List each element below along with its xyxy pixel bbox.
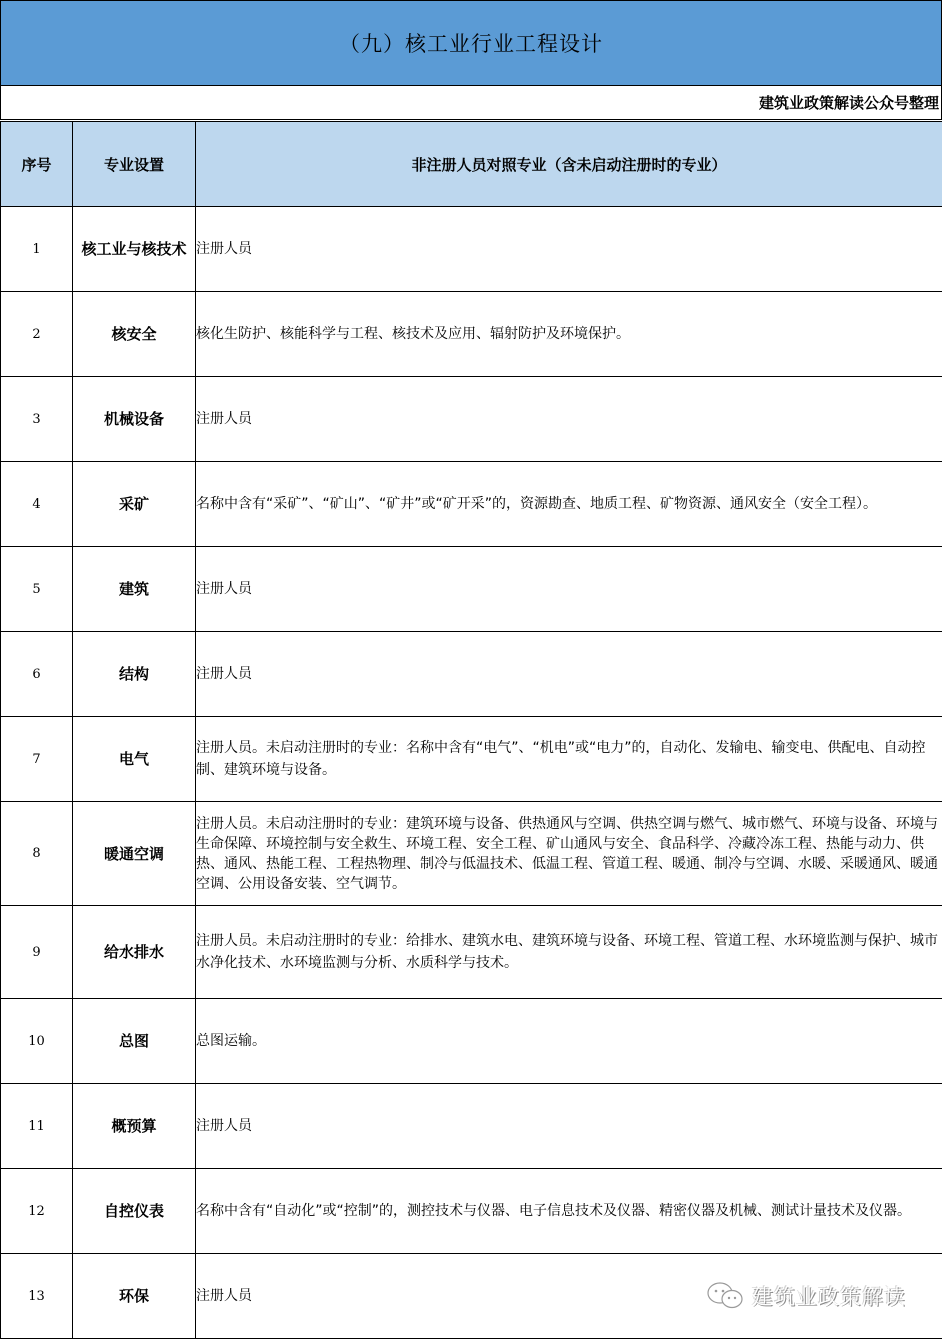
table-row xyxy=(1,632,942,717)
row-specialty: 环保 xyxy=(73,1254,196,1339)
row-desc: 注册人员 xyxy=(196,207,942,292)
row-no: 5 xyxy=(1,547,73,632)
row-desc: 核化生防护、核能科学与工程、核技术及应用、辐射防护及环境保护。 xyxy=(196,292,942,377)
row-specialty: 机械设备 xyxy=(73,377,196,462)
row-specialty: 暖通空调 xyxy=(73,802,196,906)
row-no: 12 xyxy=(1,1169,73,1254)
row-desc: 注册人员。未启动注册时的专业：给排水、建筑水电、建筑环境与设备、环境工程、管道工程、水环境监测与保护、城市水净化技术、水环境监测与分析、水质科学与技术。 xyxy=(196,906,942,999)
row-desc: 注册人员。未启动注册时的专业：建筑环境与设备、供热通风与空调、供热空调与燃气、城市燃气、环境与设备、环境与生命保障、环境控制与安全救生、环境工程、安全工程、矿山通风与安全、食品科学、冷藏冷冻工程、热能与动力、供热、通风、热能工程、工程热物理、制冷与低温技术、低温工程、管道工程、暖通、制冷与空调、水暖、采暖通风、暖通空调、公用设备安装、空气调节。 xyxy=(196,802,942,906)
row-no: 4 xyxy=(1,462,73,547)
header-specialty: 专业设置 xyxy=(73,122,196,207)
row-specialty: 建筑 xyxy=(73,547,196,632)
row-no: 1 xyxy=(1,207,73,292)
row-specialty: 电气 xyxy=(73,717,196,802)
header-desc: 非注册人员对照专业（含未启动注册时的专业） xyxy=(196,122,942,207)
row-specialty: 核安全 xyxy=(73,292,196,377)
row-no: 11 xyxy=(1,1084,73,1169)
watermark xyxy=(706,1281,906,1311)
table-row xyxy=(1,547,942,632)
wechat-icon xyxy=(706,1281,746,1311)
watermark-text: 建筑业政策解读 xyxy=(752,1285,906,1309)
row-no: 7 xyxy=(1,717,73,802)
table-header-row xyxy=(1,122,942,207)
row-no: 2 xyxy=(1,292,73,377)
row-no: 9 xyxy=(1,906,73,999)
source-note: 建筑业政策解读公众号整理 xyxy=(0,86,942,120)
row-no: 3 xyxy=(1,377,73,462)
table-row xyxy=(1,1169,942,1254)
row-specialty: 采矿 xyxy=(73,462,196,547)
table-row xyxy=(1,906,942,999)
table-row xyxy=(1,717,942,802)
row-no: 10 xyxy=(1,999,73,1084)
row-desc: 总图运输。 xyxy=(196,999,942,1084)
specialty-table xyxy=(0,121,942,1339)
row-desc: 注册人员 xyxy=(196,632,942,717)
row-specialty: 给水排水 xyxy=(73,906,196,999)
table-row xyxy=(1,999,942,1084)
row-desc: 注册人员 xyxy=(196,1254,942,1339)
table-row xyxy=(1,802,942,906)
row-specialty: 概预算 xyxy=(73,1084,196,1169)
row-desc: 注册人员 xyxy=(196,1084,942,1169)
row-no: 8 xyxy=(1,802,73,906)
row-no: 13 xyxy=(1,1254,73,1339)
row-desc: 名称中含有“采矿”、“矿山”、“矿井”或“矿开采”的，资源勘查、地质工程、矿物资源、通风安全（安全工程）。 xyxy=(196,462,942,547)
table-row xyxy=(1,292,942,377)
row-no: 6 xyxy=(1,632,73,717)
table-row xyxy=(1,377,942,462)
page-title: （九）核工业行业工程设计 xyxy=(0,0,942,86)
header-no: 序号 xyxy=(1,122,73,207)
row-specialty: 结构 xyxy=(73,632,196,717)
row-specialty: 总图 xyxy=(73,999,196,1084)
row-desc: 注册人员 xyxy=(196,547,942,632)
row-desc: 名称中含有“自动化”或“控制”的，测控技术与仪器、电子信息技术及仪器、精密仪器及机械、测试计量技术及仪器。 xyxy=(196,1169,942,1254)
row-specialty: 自控仪表 xyxy=(73,1169,196,1254)
table-row xyxy=(1,1084,942,1169)
row-desc: 注册人员 xyxy=(196,377,942,462)
row-specialty: 核工业与核技术 xyxy=(73,207,196,292)
row-desc: 注册人员。未启动注册时的专业：名称中含有“电气”、“机电”或“电力”的，自动化、发输电、输变电、供配电、自动控制、建筑环境与设备。 xyxy=(196,717,942,802)
table-row xyxy=(1,462,942,547)
table-row xyxy=(1,207,942,292)
